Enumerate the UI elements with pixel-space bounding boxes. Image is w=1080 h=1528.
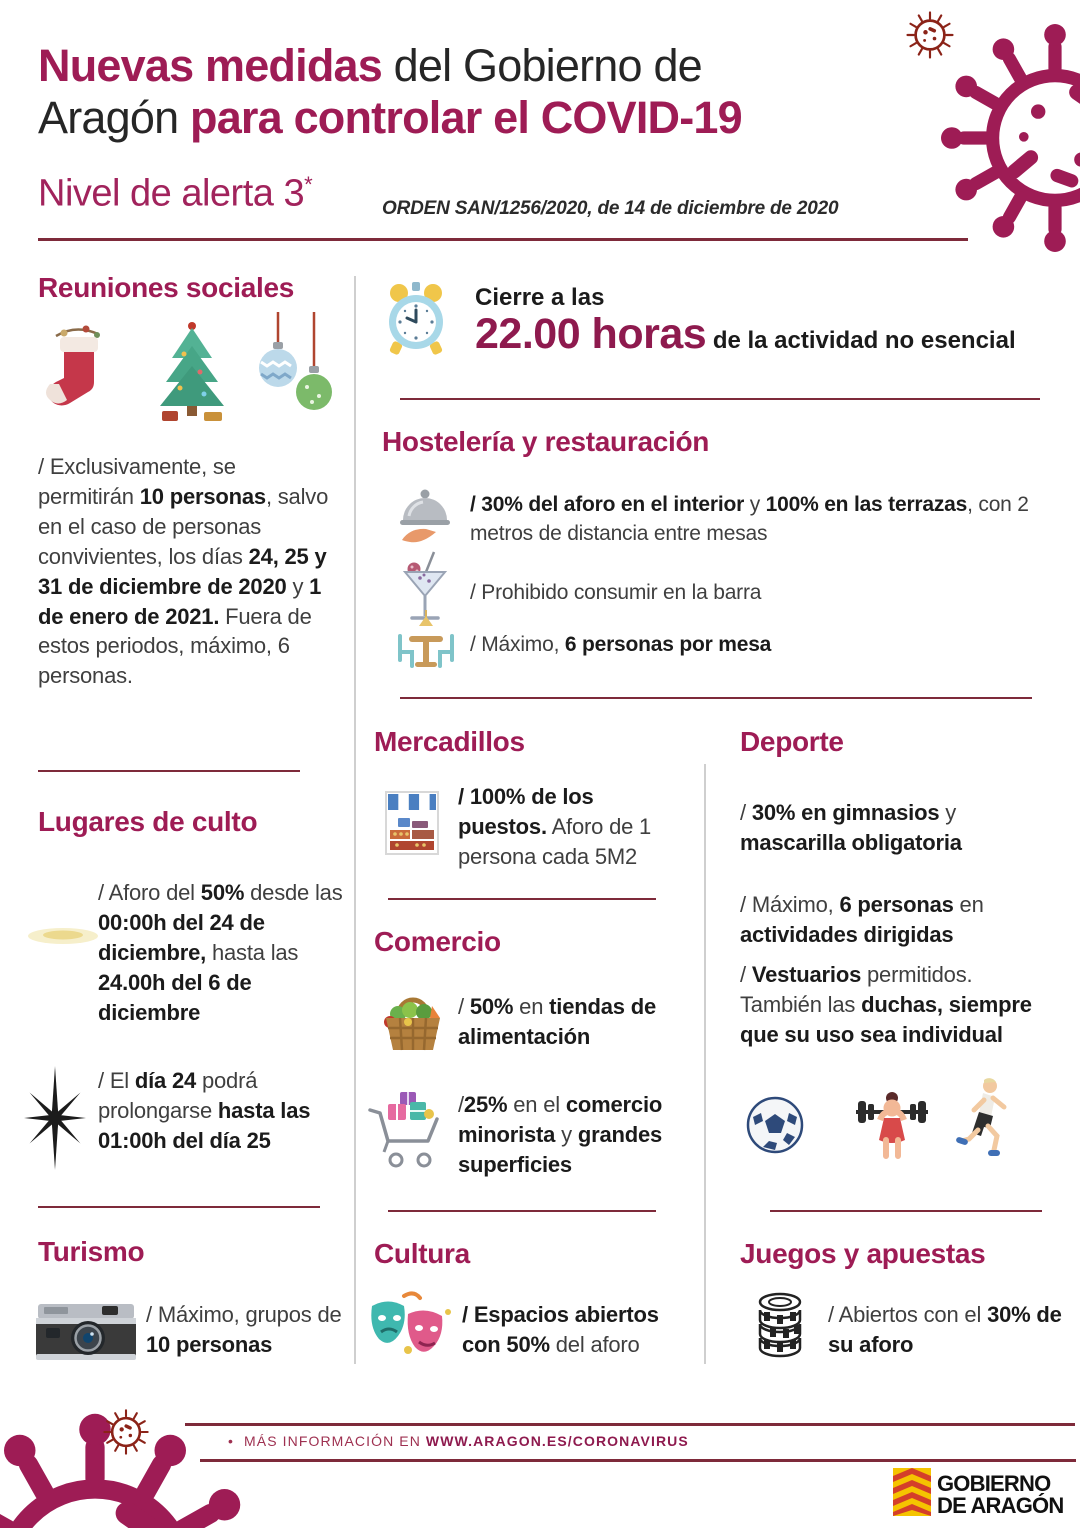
text-segment: 25% [463, 1092, 508, 1117]
text-segment: / Aforo del [98, 880, 201, 905]
culto-heading: Lugares de culto [38, 806, 258, 837]
juegos-bullet-1 [828, 1300, 1068, 1360]
star-icon [24, 1066, 86, 1175]
text-segment: / [458, 994, 470, 1019]
footer-info-url: WWW.ARAGON.ES/CORONAVIRUS [425, 1433, 689, 1449]
casino-chips-icon [752, 1290, 812, 1373]
text-segment: / Máximo, [470, 633, 565, 656]
turismo-bullet-1 [146, 1300, 354, 1360]
camera-icon [34, 1296, 138, 1369]
comercio-bullet-2 [458, 1090, 708, 1180]
text-segment: 1 de enero de 2021. [38, 573, 322, 629]
text-segment: / 100% de los puestos. [458, 784, 594, 839]
mercadillos-heading: Mercadillos [374, 726, 525, 757]
order-reference: ORDEN SAN/1256/2020, de 14 de diciembre de 2020 [382, 198, 839, 219]
text-segment: 24.00h del 6 de diciembre [98, 969, 252, 1025]
column-divider-left [354, 276, 356, 1364]
alarm-clock-icon [383, 280, 449, 363]
alert-asterisk: * [304, 172, 313, 197]
theater-masks-icon [364, 1290, 456, 1371]
text-segment: desde las [244, 880, 343, 905]
cloche-icon [396, 486, 454, 551]
title-line2 [38, 92, 898, 144]
logo-text [937, 1470, 1064, 1518]
text-segment: duchas, siempre que su uso sea individual [740, 991, 1032, 1047]
text-segment: / Exclusivamente, se permitirán [38, 454, 236, 509]
column-divider-mid [704, 764, 706, 1364]
deporte-heading: Deporte [740, 726, 844, 757]
text-segment: Nuevas medidas [38, 40, 382, 91]
logo-line2: DE ARAGÓN [937, 1492, 1064, 1518]
text-segment: / Prohibido consumir en la barra [470, 581, 762, 604]
closure-line2-rest: de la actividad no esencial [706, 327, 1016, 354]
runner-icon [956, 1076, 1014, 1169]
text-segment: 30% de su aforo [828, 1302, 1062, 1357]
text-segment: / Máximo, grupos de [146, 1302, 342, 1327]
small-virus-icon [903, 8, 957, 62]
cultura-heading: Cultura [374, 1238, 470, 1269]
text-segment: 50% [469, 994, 514, 1019]
text-segment: hasta las 01:00h del día 25 [98, 1097, 311, 1153]
reuniones-body [38, 452, 332, 691]
text-segment: Vestuarios [751, 962, 862, 987]
market-stall-icon [384, 788, 440, 863]
left-divider-1 [38, 770, 300, 772]
title-line1 [38, 40, 898, 92]
alert-level [38, 172, 312, 216]
text-segment: / Máximo, [740, 892, 840, 917]
juegos-heading: Juegos y apuestas [740, 1238, 986, 1269]
deporte-bullet-3 [740, 960, 1058, 1050]
footer-info-prefix: MÁS INFORMACIÓN EN [244, 1433, 426, 1449]
closure-divider [400, 398, 1040, 400]
text-segment: Aforo de 1 persona cada 5M2 [458, 813, 652, 869]
text-segment: / Espacios abiertos con 50% [462, 1302, 659, 1357]
text-segment: y [286, 573, 310, 599]
text-segment: día 24 [134, 1068, 197, 1093]
gobierno-aragon-logo [893, 1468, 1063, 1521]
text-segment: 6 personas [839, 892, 954, 917]
text-segment: del Gobierno de [381, 40, 702, 91]
hosteleria-divider [400, 697, 1032, 699]
text-segment: en [513, 994, 550, 1019]
footer-line-bottom [200, 1459, 1076, 1462]
closure-line2 [475, 310, 1016, 359]
text-segment: y [555, 1121, 578, 1147]
culto-bullet-1 [98, 878, 350, 1028]
text-segment: comercio minorista [458, 1092, 663, 1147]
text-segment: 00:00h del 24 de diciembre, [98, 909, 265, 965]
text-segment: / [740, 962, 752, 987]
hosteleria-bullet-1 [470, 490, 1080, 549]
closure-line1: Cierre a las [475, 284, 605, 311]
comercio-bullet-1 [458, 992, 703, 1052]
logo-line1: GOBIERNO [937, 1470, 1051, 1496]
food-basket-icon [380, 984, 446, 1061]
juegos-divider [770, 1210, 1042, 1212]
weightlifter-icon [850, 1088, 934, 1169]
text-segment: / Abiertos con el [828, 1302, 988, 1327]
text-segment: / [458, 1092, 464, 1117]
text-segment: / [740, 800, 752, 825]
text-segment: grandes superficies [458, 1121, 663, 1177]
text-segment: 100% en las terrazas [765, 493, 968, 516]
text-segment: 30% en gimnasios [751, 800, 940, 825]
header-divider [38, 238, 968, 241]
text-segment: y [939, 800, 957, 825]
text-segment: , con 2 metros de distancia entre mesas [470, 493, 1029, 546]
hosteleria-bullet-2 [470, 578, 1030, 607]
text-segment: 10 personas [139, 483, 266, 509]
culto-bullet-2 [98, 1066, 352, 1156]
hosteleria-bullet-3 [470, 630, 1030, 659]
christmas-tree-icon [146, 316, 238, 429]
text-segment: 6 personas por mesa [564, 633, 772, 656]
closure-time: 22.00 horas [475, 310, 707, 358]
text-segment: / El [98, 1068, 135, 1093]
text-segment: actividades dirigidas [740, 921, 954, 947]
small-virus-icon [100, 1406, 152, 1458]
text-segment: , salvo en el caso de personas convivientes, los días [38, 483, 329, 569]
text-segment: / 30% del aforo en el interior [470, 493, 745, 516]
text-segment: para controlar el COVID-19 [190, 92, 742, 144]
text-segment: 50% [200, 880, 245, 905]
reuniones-heading: Reuniones sociales [38, 272, 295, 303]
comercio-heading: Comercio [374, 926, 501, 957]
stocking-icon [42, 322, 114, 427]
text-segment: mascarilla obligatoria [740, 829, 962, 855]
footer-line-top [185, 1423, 1075, 1426]
text-segment: 10 personas [146, 1331, 273, 1357]
alert-level-text: Nivel de alerta 3 [38, 172, 305, 215]
text-segment: tiendas de alimentación [458, 994, 656, 1049]
text-segment: 24, 25 y 31 de diciembre de 2020 [38, 543, 327, 599]
candle-glow-icon [26, 918, 100, 959]
left-divider-2 [38, 1206, 320, 1208]
baubles-icon [252, 312, 334, 429]
text-segment: en [953, 892, 984, 917]
text-segment: del aforo [549, 1331, 640, 1357]
mercadillos-divider [388, 898, 656, 900]
page-title [38, 40, 898, 144]
footer-bullet: • [228, 1433, 235, 1449]
cultura-divider [388, 1210, 656, 1212]
soccer-ball-icon [745, 1095, 805, 1160]
text-segment: en el [507, 1092, 566, 1117]
hosteleria-heading: Hostelería y restauración [382, 426, 710, 457]
footer-info [228, 1433, 689, 1449]
deporte-bullet-1 [740, 798, 1048, 858]
text-segment: Aragón [38, 92, 191, 144]
text-segment: y [744, 493, 766, 516]
text-segment: hasta las [206, 939, 299, 965]
deporte-bullet-2 [740, 890, 1048, 950]
cultura-bullet-1 [462, 1300, 702, 1360]
mercadillos-bullet-1 [458, 782, 680, 872]
text-segment: permitidos. También las [740, 962, 973, 1017]
table-chairs-icon [390, 610, 462, 679]
shopping-cart-icon [366, 1084, 452, 1181]
turismo-heading: Turismo [38, 1236, 145, 1267]
text-segment: Fuera de estos periodos, máximo, 6 personas. [38, 603, 312, 689]
text-segment: podrá prolongarse [98, 1068, 258, 1123]
aragon-flag-icon [893, 1468, 931, 1521]
